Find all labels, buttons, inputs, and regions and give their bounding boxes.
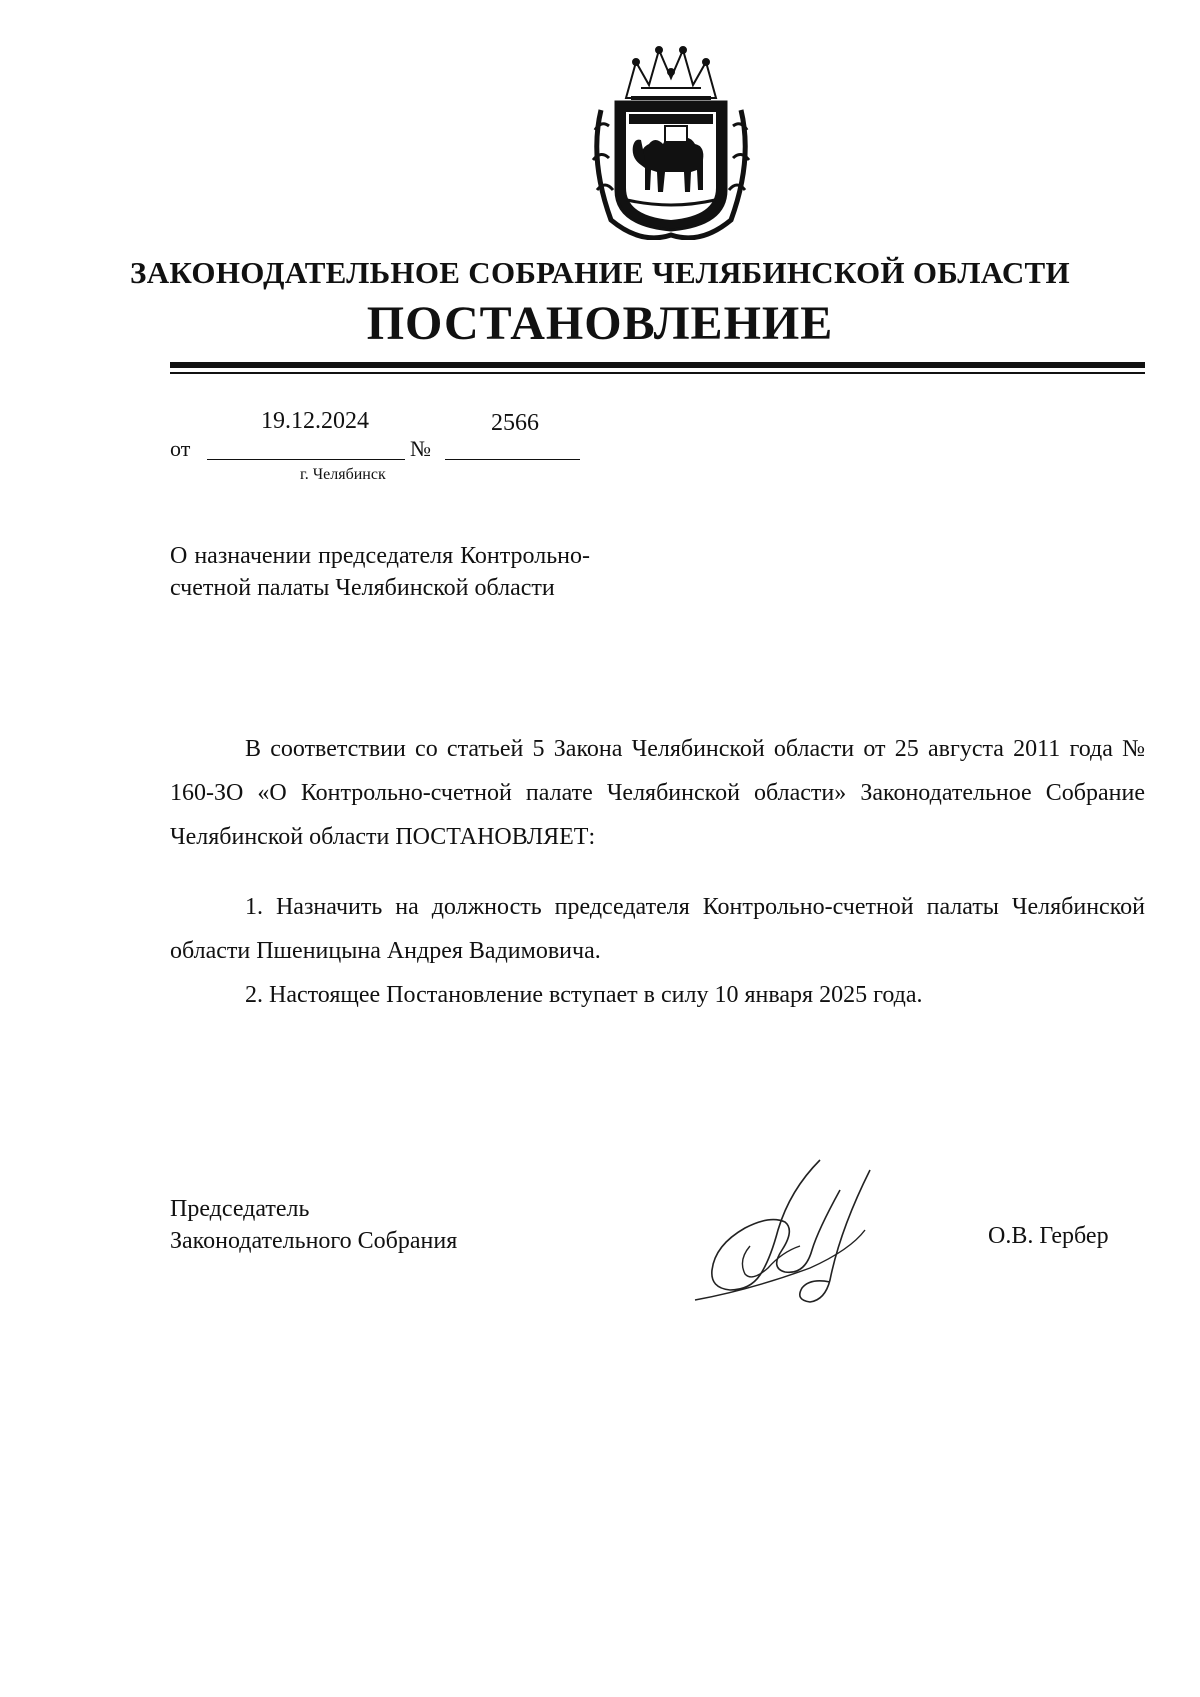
signatory-name: О.В. Гербер	[988, 1223, 1109, 1249]
header-divider-thick	[170, 362, 1145, 368]
handwritten-signature-icon	[690, 1150, 920, 1310]
preamble-paragraph: В соответствии со статьей 5 Закона Челябинской области от 25 августа 2011 года № 160-ЗО «О Контрольно-счетной палате Челябинской области» Законодательное Собрание Челябинской области ПОСТАНОВЛЯЕТ:	[170, 736, 1145, 850]
resolution-item-1: 1. Назначить на должность председателя Контрольно-счетной палаты Челябинской области Пшеницына Андрея Вадимовича.	[170, 894, 1145, 964]
number-underline	[445, 459, 580, 460]
number-label: №	[410, 436, 431, 461]
signatory-position-line2: Законодательного Собрания	[170, 1228, 458, 1254]
city-label: г. Челябинск	[300, 466, 386, 483]
document-number: 2566	[491, 410, 539, 436]
document-meta	[170, 408, 620, 478]
document-type-title: ПОСТАНОВЛЕНИЕ	[366, 297, 834, 350]
date-underline	[207, 459, 405, 460]
document-subject: О назначении председателя Контрольно-счетной палаты Челябинской области	[170, 543, 590, 601]
signatory-position	[170, 1193, 457, 1257]
document-body	[170, 727, 1145, 1017]
organization-title: ЗАКОНОДАТЕЛЬНОЕ СОБРАНИЕ ЧЕЛЯБИНСКОЙ ОБЛАСТИ	[130, 255, 1070, 290]
document-date: 19.12.2024	[261, 408, 369, 434]
date-label: от	[170, 436, 191, 461]
header-divider-thin	[170, 372, 1145, 374]
paragraph-spacer	[170, 859, 1145, 885]
resolution-item-2: 2. Настоящее Постановление вступает в силу 10 января 2025 года.	[245, 982, 923, 1008]
chelyabinsk-coat-of-arms-icon	[571, 40, 771, 240]
signatory-position-line1: Председатель	[170, 1196, 310, 1222]
